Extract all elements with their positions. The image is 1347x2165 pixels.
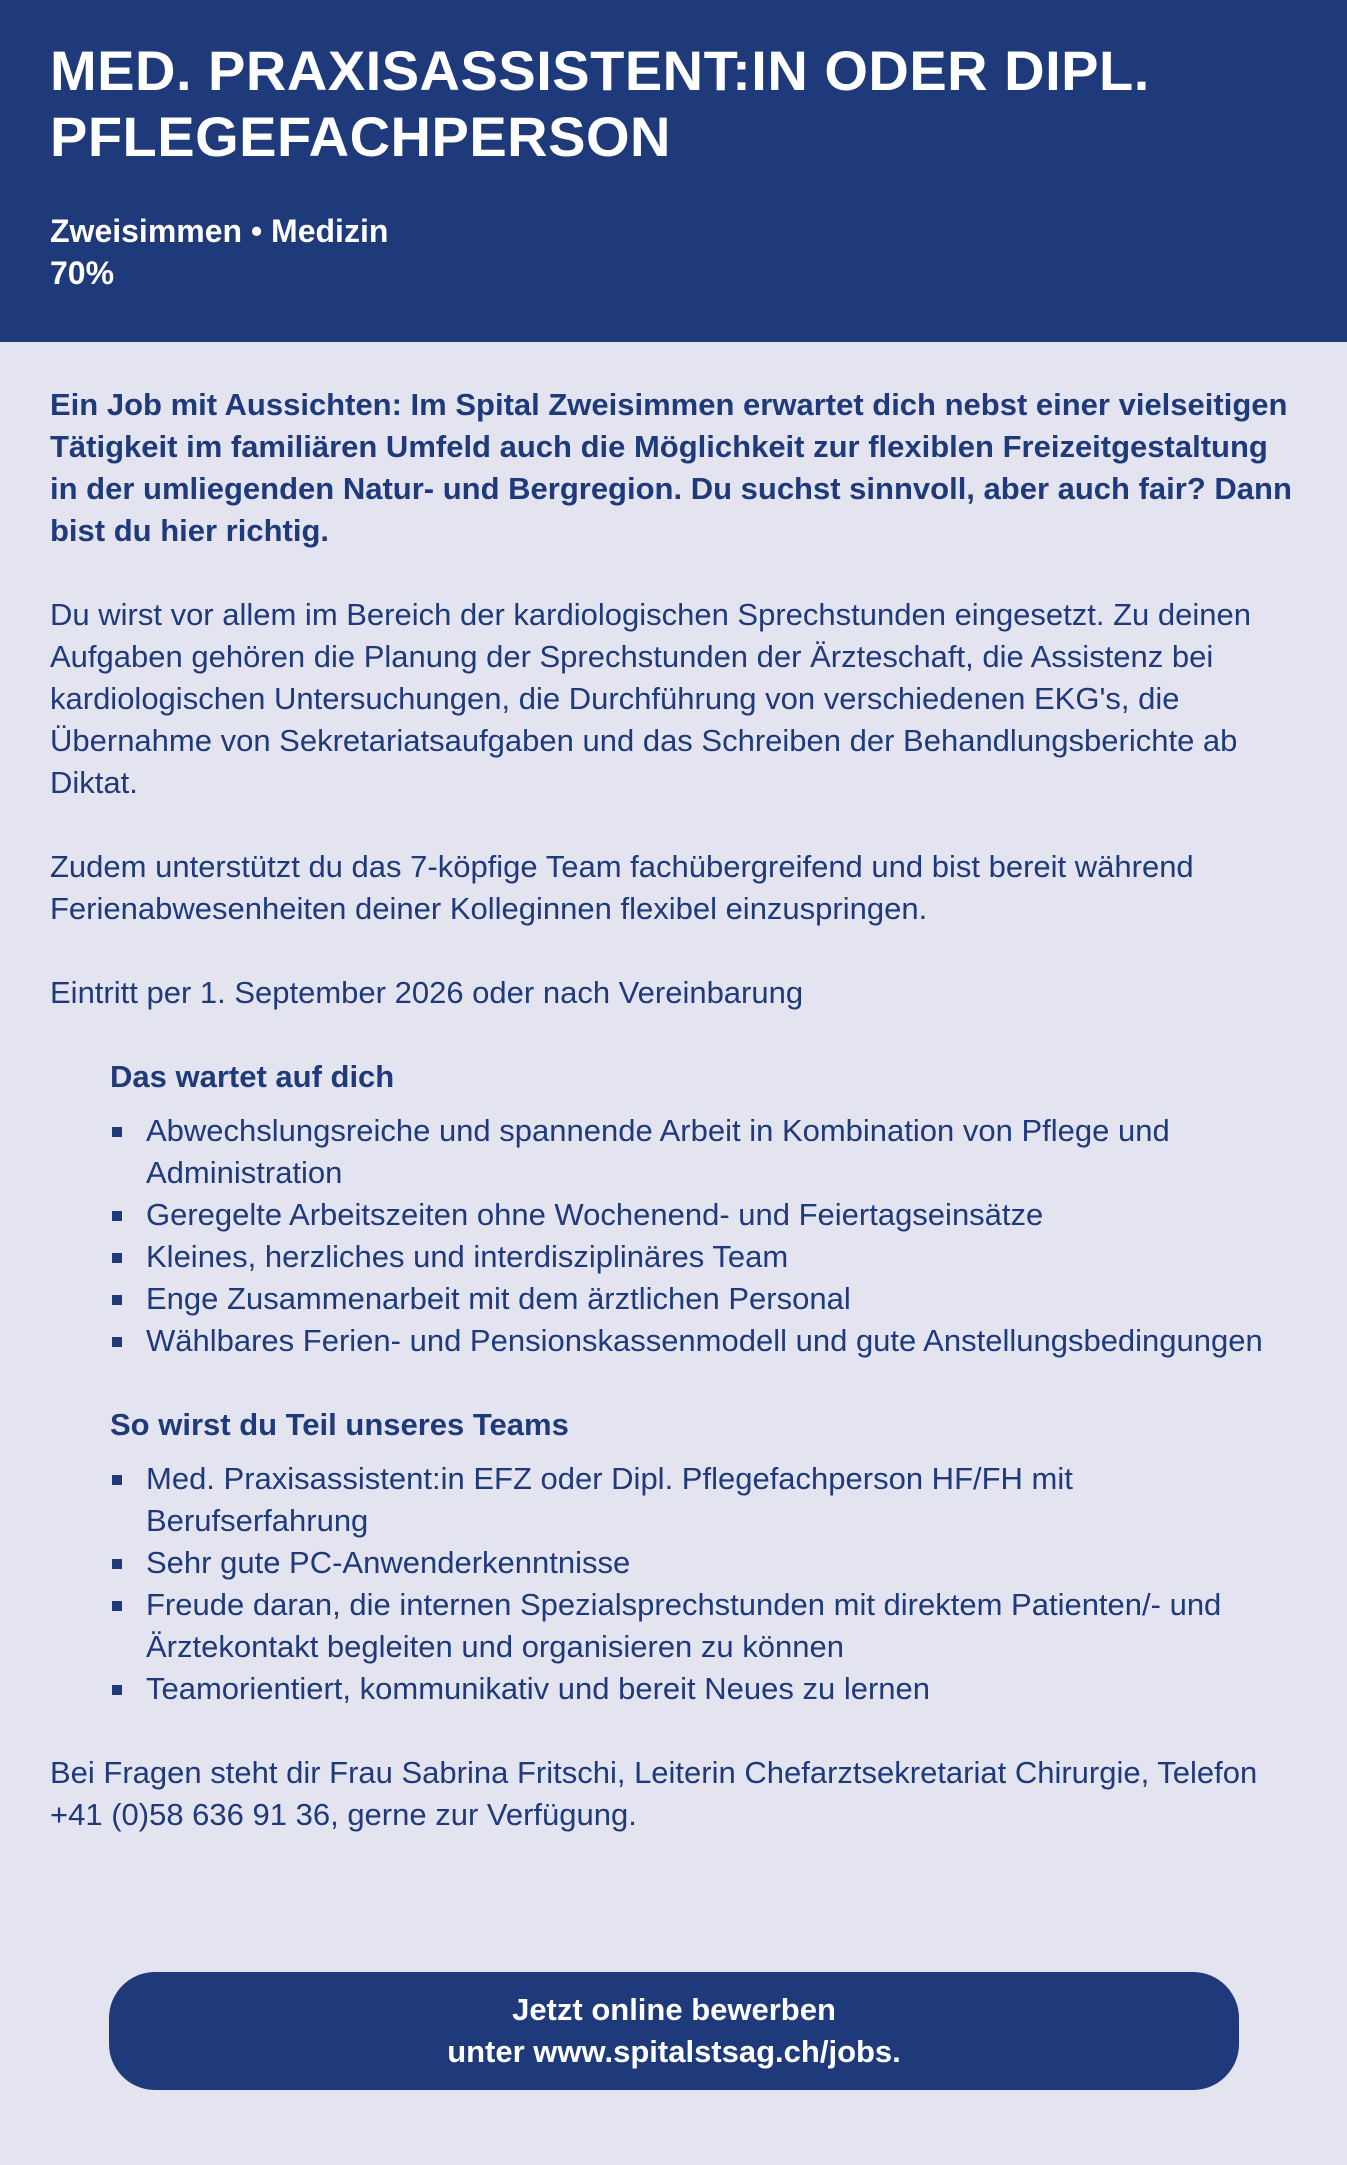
bullet-icon (112, 1127, 122, 1137)
list-item-text: Kleines, herzliches und interdisziplinäres Team (146, 1239, 789, 1274)
list-item (110, 1236, 1297, 1278)
bullet-icon (112, 1685, 122, 1695)
job-description (0, 342, 1347, 1836)
list-item (110, 1584, 1297, 1668)
list-item-text: Abwechslungsreiche und spannende Arbeit in Kombination von Pflege und Administration (146, 1113, 1170, 1190)
bullet-icon (112, 1337, 122, 1347)
intro-text: Ein Job mit Aussichten: Im Spital Zweisimmen erwartet dich nebst einer vielseitigen Tätigkeit im familiären Umfeld auch die Möglichkeit zur flexiblen Freizeitgestaltung in der umliegenden Natur- und Bergregion. Du suchst sinnvoll, aber auch fair? Dann bist du hier richtig. (50, 387, 1292, 548)
list-item (110, 1542, 1297, 1584)
requirements-section (50, 1404, 1297, 1710)
list-item (110, 1458, 1297, 1542)
list-item-text: Med. Praxisassistent:in EFZ oder Dipl. Pflegefachperson HF/FH mit Berufserfahrung (146, 1461, 1073, 1538)
job-meta (50, 210, 1297, 294)
list-item (110, 1194, 1297, 1236)
list-item-text: Sehr gute PC-Anwenderkenntnisse (146, 1545, 631, 1580)
list-item-text: Geregelte Arbeitszeiten ohne Wochenend- und Feiertagseinsätze (146, 1197, 1044, 1232)
start-date: Eintritt per 1. September 2026 oder nach Vereinbarung (50, 975, 804, 1010)
offers-list (110, 1110, 1297, 1362)
list-item-text: Wählbares Ferien- und Pensionskassenmodell und gute Anstellungsbedingungen (146, 1323, 1263, 1358)
team-paragraph: Zudem unterstützt du das 7-köpfige Team fachübergreifend und bist bereit während Ferienabwesenheiten deiner Kolleginnen flexibel einzuspringen. (50, 849, 1194, 926)
contact-info: Bei Fragen steht dir Frau Sabrina Fritschi, Leiterin Chefarztsekretariat Chirurgie, Telefon +41 (0)58 636 91 36, gerne zur Verfügung. (50, 1755, 1258, 1832)
list-item (110, 1110, 1297, 1194)
requirements-heading: So wirst du Teil unseres Teams (110, 1407, 569, 1442)
workload: 70% (50, 255, 115, 291)
apply-line-1: Jetzt online bewerben (512, 1992, 836, 2027)
bullet-icon (112, 1559, 122, 1569)
list-item-text: Freude daran, die internen Spezialsprechstunden mit direktem Patienten/- und Ärztekontakt begleiten und organisieren zu können (146, 1587, 1222, 1664)
list-item (110, 1320, 1297, 1362)
list-item-text: Teamorientiert, kommunikativ und bereit Neues zu lernen (146, 1671, 930, 1706)
bullet-icon (112, 1295, 122, 1305)
bullet-icon (112, 1253, 122, 1263)
list-item (110, 1278, 1297, 1320)
header (0, 0, 1347, 342)
apply-button[interactable] (109, 1972, 1239, 2090)
bullet-icon (112, 1475, 122, 1485)
offers-section (50, 1056, 1297, 1362)
bullet-icon (112, 1211, 122, 1221)
location-department: Zweisimmen • Medizin (50, 213, 389, 249)
list-item-text: Enge Zusammenarbeit mit dem ärztlichen Personal (146, 1281, 851, 1316)
list-item (110, 1668, 1297, 1710)
tasks-paragraph: Du wirst vor allem im Bereich der kardiologischen Sprechstunden eingesetzt. Zu deinen Aufgaben gehören die Planung der Sprechstunden der Ärzteschaft, die Assistenz bei kardiologischen Untersuchungen, die Durchführung von verschiedenen EKG's, die Übernahme von Sekretariatsaufgaben und das Schreiben der Behandlungsberichte ab Diktat. (50, 597, 1251, 800)
job-title: MED. PRAXISASSISTENT:IN ODER DIPL. PFLEGEFACHPERSON (50, 39, 1150, 168)
apply-link[interactable]: unter www.spitalstsag.ch/jobs. (447, 2034, 901, 2069)
offers-heading: Das wartet auf dich (110, 1059, 395, 1094)
requirements-list (110, 1458, 1297, 1710)
bullet-icon (112, 1601, 122, 1611)
